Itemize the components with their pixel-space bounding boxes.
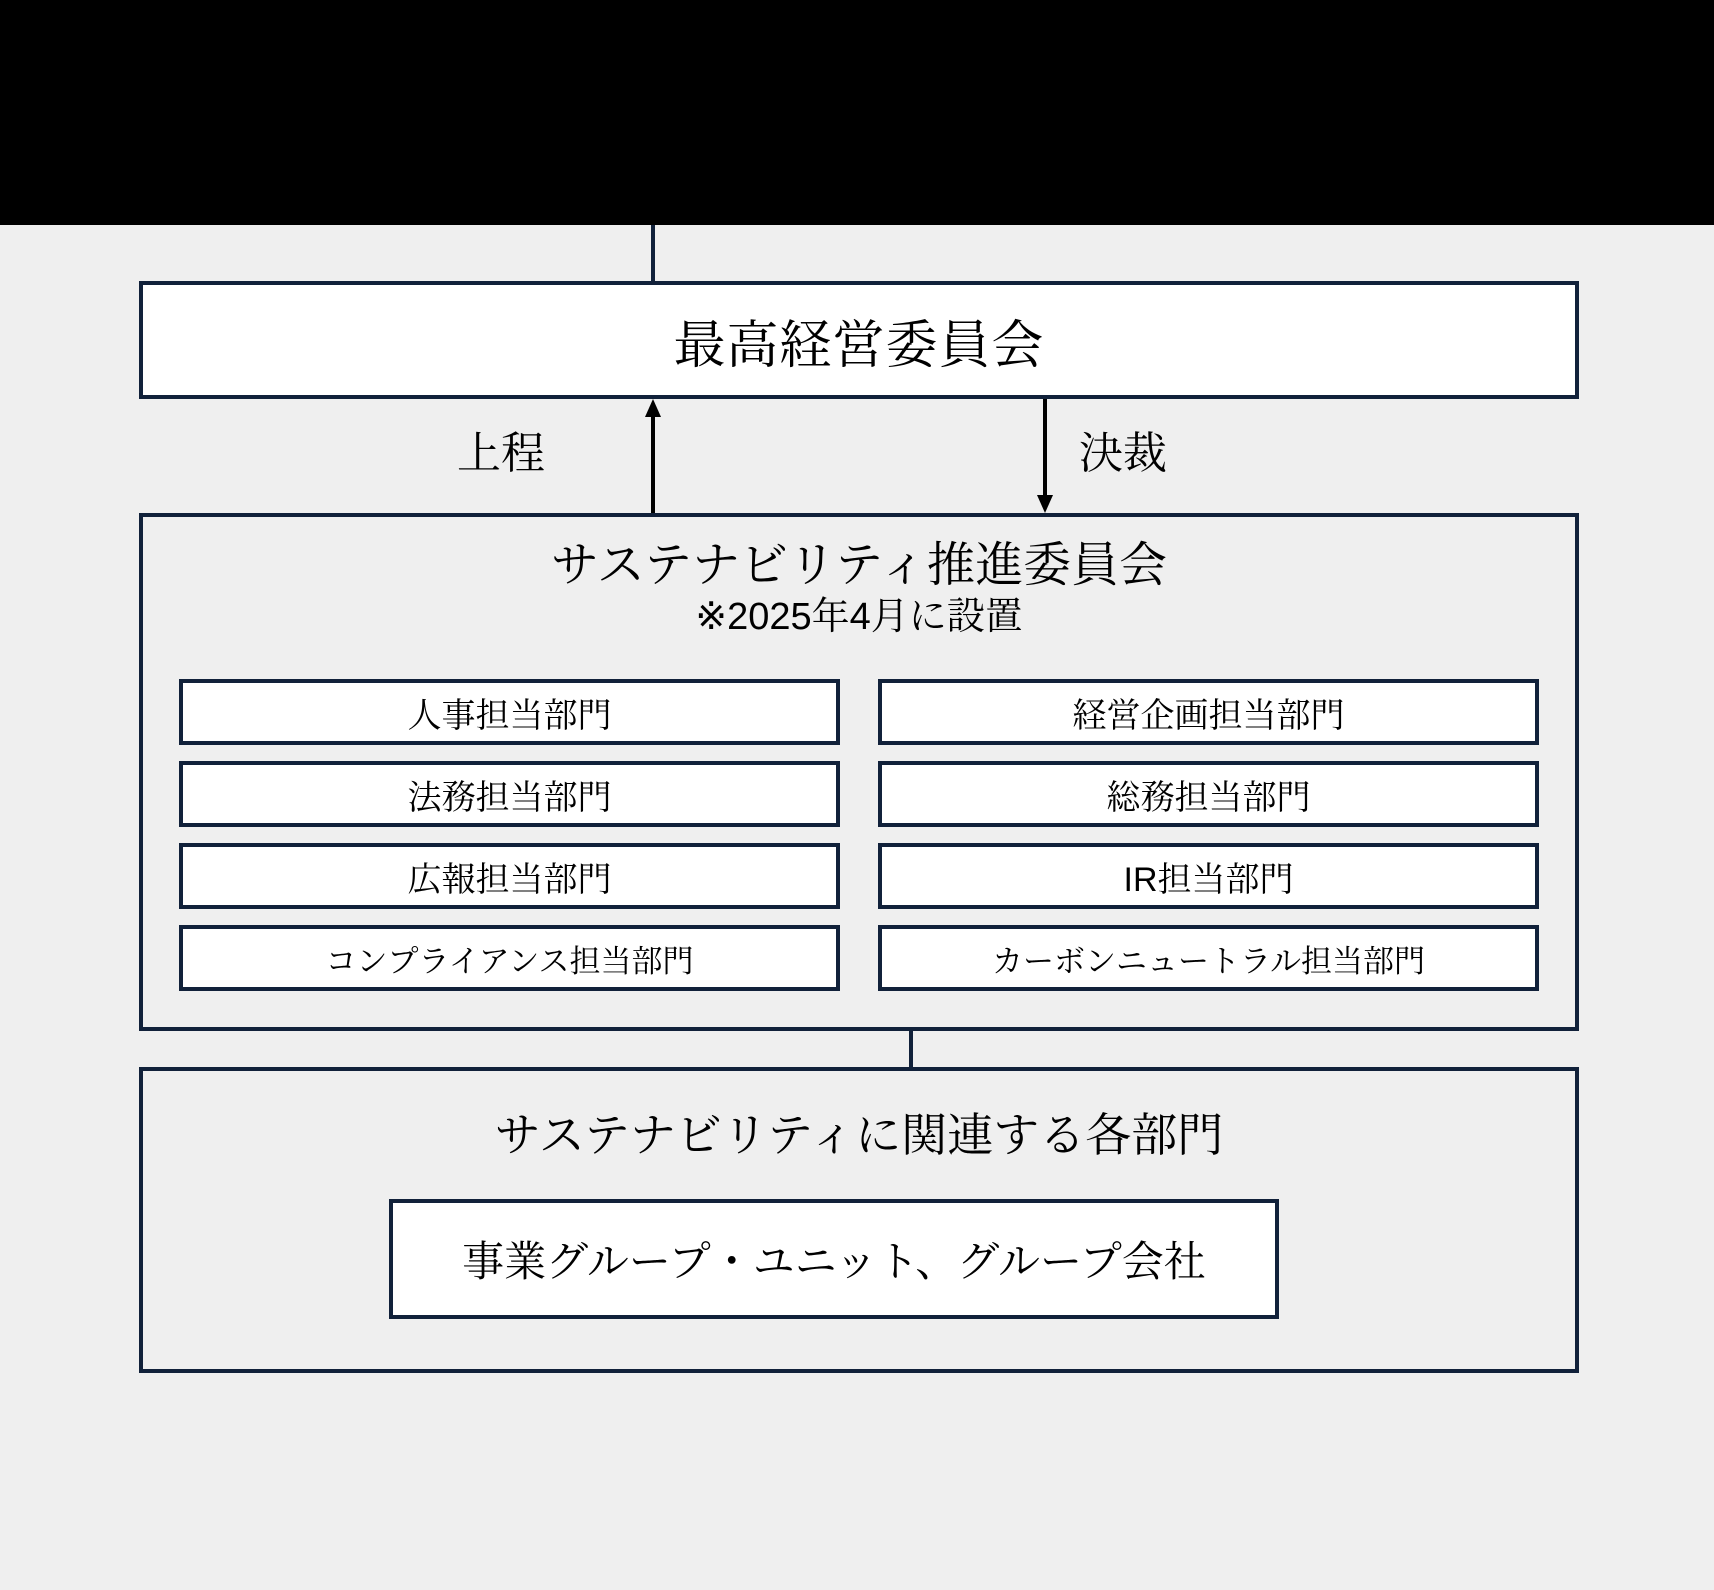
- connector-mid-stem: [909, 1031, 913, 1067]
- department-item: 広報担当部門: [179, 843, 840, 909]
- related-departments-item: 事業グループ・ユニット、グループ会社: [389, 1199, 1279, 1319]
- department-column-right: [878, 679, 1539, 991]
- sustainability-governance-diagram: [0, 225, 1714, 1590]
- arrow-up-label: 上程: [457, 429, 545, 478]
- department-item: IR担当部門: [878, 843, 1539, 909]
- connector-top-stem: [651, 225, 655, 281]
- department-item: 人事担当部門: [179, 679, 840, 745]
- department-grid: [179, 679, 1539, 991]
- department-column-left: [179, 679, 840, 991]
- node-related-departments: [139, 1067, 1579, 1373]
- diagram-canvas: [127, 225, 1587, 1590]
- arrow-down-label: 決裁: [1079, 429, 1167, 478]
- department-item: コンプライアンス担当部門: [179, 925, 840, 991]
- arrow-down-icon: [1037, 399, 1053, 513]
- related-departments-title: サステナビリティに関連する各部門: [494, 1109, 1224, 1161]
- node-sustainability-committee: [139, 513, 1579, 1031]
- department-item: カーボンニュートラル担当部門: [878, 925, 1539, 991]
- department-item: 総務担当部門: [878, 761, 1539, 827]
- department-item: 法務担当部門: [179, 761, 840, 827]
- sustainability-committee-note: ※2025年4月に設置: [695, 595, 1023, 638]
- arrow-up-icon: [645, 399, 661, 513]
- sustainability-committee-title: サステナビリティ推進委員会: [550, 539, 1168, 592]
- node-top-management-committee: [139, 281, 1579, 399]
- node-top-management-committee-label: 最高経営委員会: [673, 316, 1045, 375]
- department-item: 経営企画担当部門: [878, 679, 1539, 745]
